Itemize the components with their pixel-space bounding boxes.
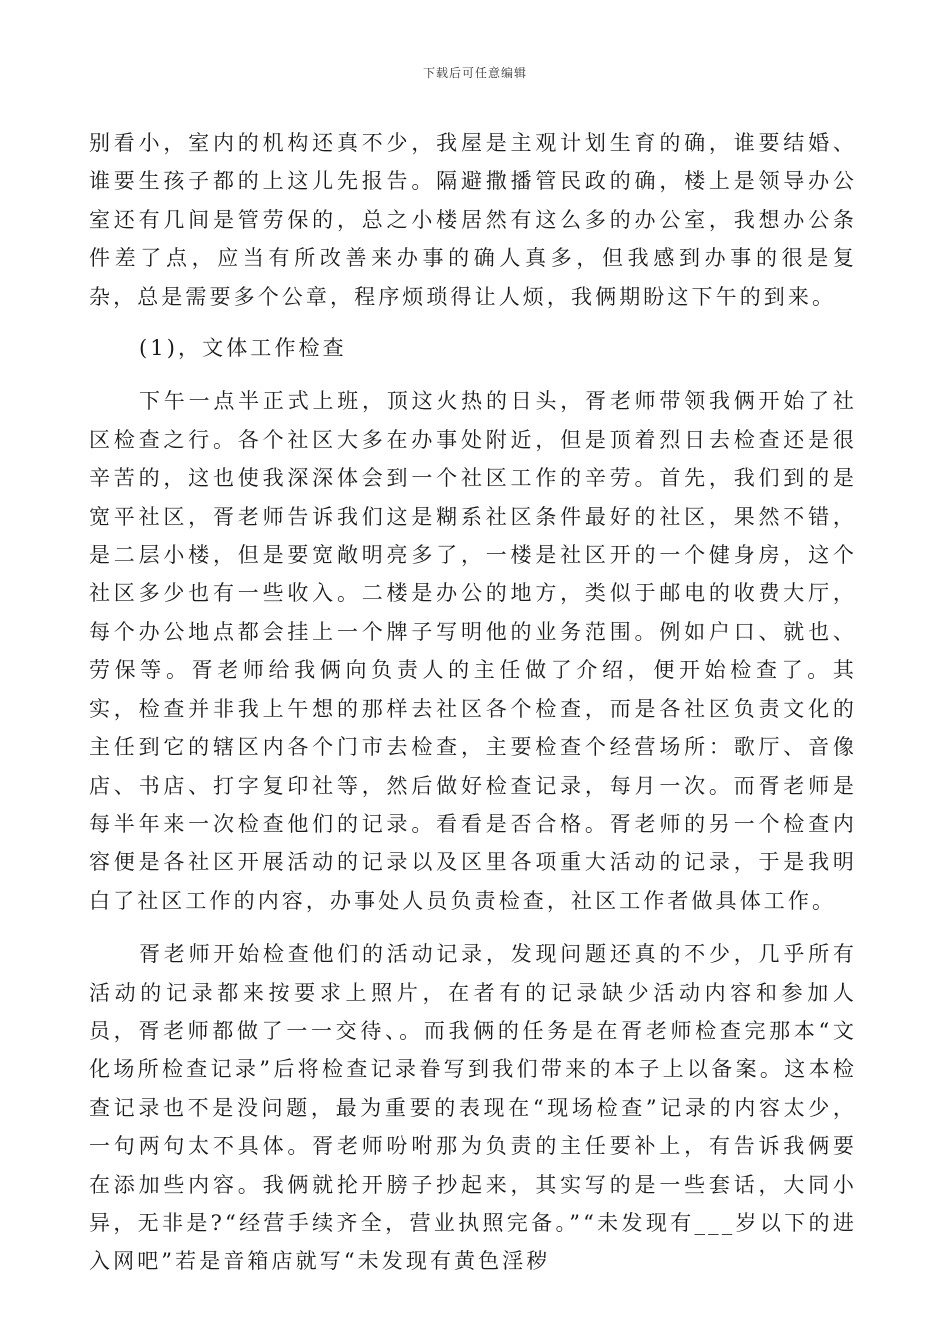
paragraph-office-description: 别看小，室内的机构还真不少，我屋是主观计划生育的确，谁要结婚、谁要生孩子都的上这儿先报告。隔避撒播管民政的确，楼上是领导办公室还有几间是管劳保的，总之小楼居然有这么多的办公室，我想办公条件差了点，应当有所改善来办事的确人真多，但我感到办事的很是复杂，总是需要多个公章，程序烦琐得让人烦，我俩期盼这下午的到来。 [89, 131, 857, 309]
paragraph-activity-records: 胥老师开始检查他们的活动记录，发现问题还真的不少，几乎所有活动的记录都来按要求上照片，在者有的记录缺少活动内容和参加人员，胥老师都做了一一交待、。而我俩的任务是在胥老师检查完那本“文化场所检查记录”后将检查记录眷写到我们带来的本子上以备案。这本检查记录也不是没问题，最为重要的表现在“现场检查”记录的内容太少，一句两句太不具体。胥老师吩咐那为负责的主任要补上，有告诉我俩要在添加些内容。我俩就抡开膀子抄起来，其实写的是一些套话，大同小异，无非是?“经营手续齐全，营业执照完备。”“未发现有___岁以下的进入网吧”若是音箱店就写“未发现有黄色淫秽 [89, 942, 857, 1274]
page-header: 下载后可任意编辑 [422, 66, 527, 80]
paragraph-community-inspection: 下午一点半正式上班，顶这火热的日头，胥老师带领我俩开始了社区检查之行。各个社区大多在办事处附近，但是顶着烈日去检查还是很辛苦的，这也使我深深体会到一个社区工作的辛劳。首先，我们到的是宽平社区，胥老师告诉我们这是糊系社区条件最好的社区，果然不错，是二层小楼，但是要宽敞明亮多了，一楼是社区开的一个健身房，这个社区多少也有一些收入。二楼是办公的地方，类似于邮电的收费大厅，每个办公地点都会挂上一个牌子写明他的业务范围。例如户口、就也、劳保等。胥老师给我俩向负责人的主任做了介绍，便开始检查了。其实，检查并非我上午想的那样去社区各个检查，而是各社区负责文化的主任到它的辖区内各个门市去检查，主要检查个经营场所：歌厅、音像店、书店、打字复印社等，然后做好检查记录，每月一次。而胥老师是每半年来一次检查他们的记录。看看是否合格。胥老师的另一个检查内容便是各社区开展活动的记录以及区里各项重大活动的记录，于是我明白了社区工作的内容，办事处人员负责检查，社区工作者做具体工作。 [89, 389, 857, 913]
document-body [89, 124, 857, 1281]
section-heading-culture-sports-inspection: (1)，文体工作检查 [139, 336, 347, 361]
